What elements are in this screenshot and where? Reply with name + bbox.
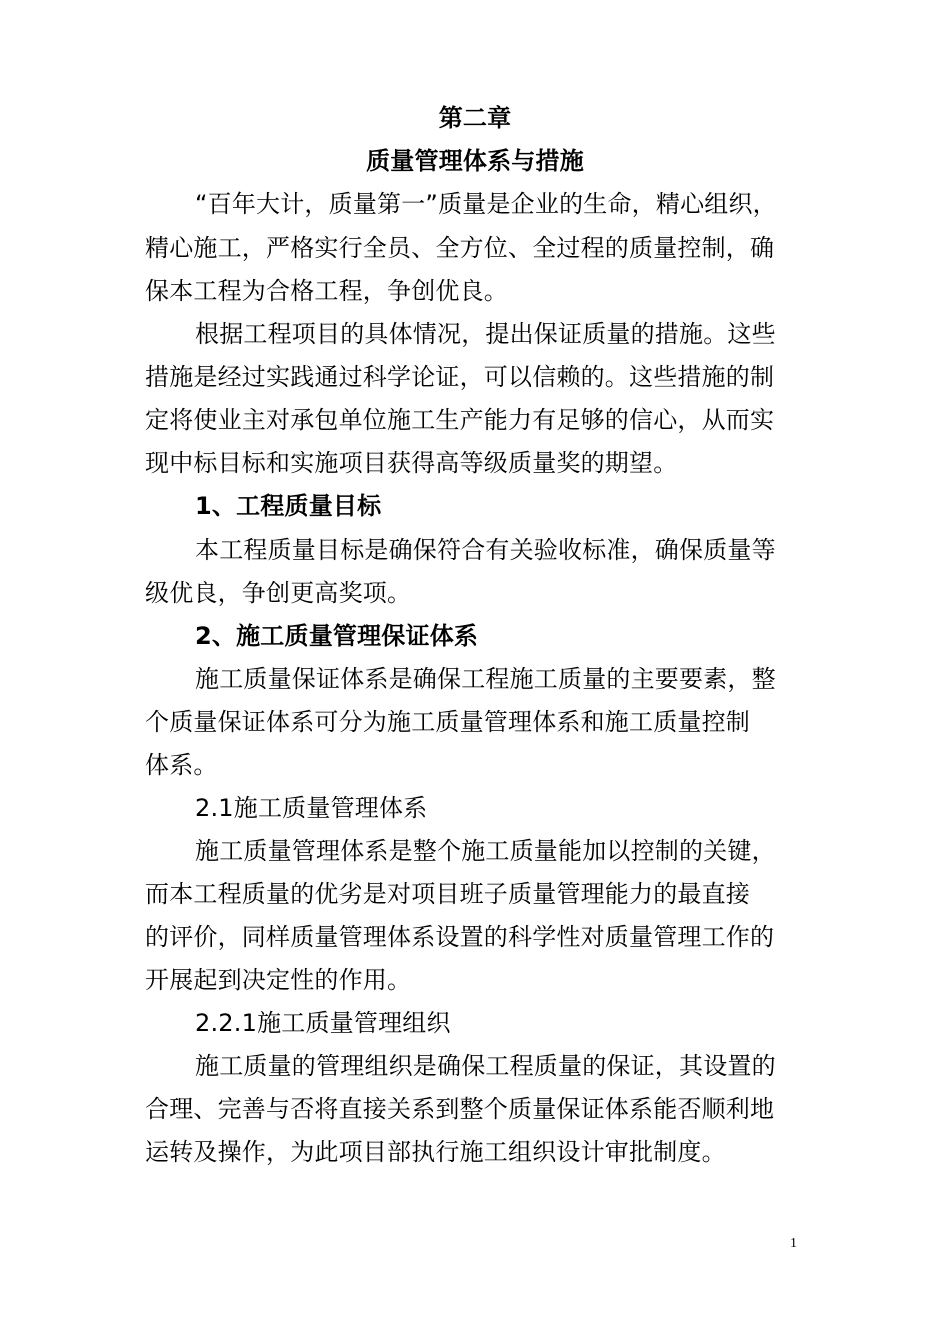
section2-1-line-2: 而本工程质量的优劣是对项目班子质量管理能力的最直接 [145,880,750,908]
section2-2-1-line-2: 合理、完善与否将直接关系到整个质量保证体系能否顺利地 [145,1095,775,1123]
section2-2-1-line-3: 运转及操作，为此项目部执行施工组织设计审批制度。 [145,1138,726,1166]
section2-2-1-line-1: 施工质量的管理组织是确保工程质量的保证，其设置的 [195,1052,776,1080]
section1-heading: 1、工程质量目标 [195,492,382,520]
para2-line-4: 现中标目标和实施项目获得高等级质量奖的期望。 [145,449,678,477]
chapter-heading: 第二章 [438,104,512,132]
para2-line-1: 根据工程项目的具体情况，提出保证质量的措施。这些 [195,320,776,348]
section1-line-1: 本工程质量目标是确保符合有关验收标准，确保质量等 [195,536,776,564]
intro-line-2: 精心施工，严格实行全员、全方位、全过程的质量控制，确 [145,234,775,262]
section2-1-heading: 2.1施工质量管理体系 [195,794,428,822]
para2-line-2: 措施是经过实践通过科学论证，可以信赖的。这些措施的制 [145,363,775,391]
para2-line-3: 定将使业主对承包单位施工生产能力有足够的信心，从而实 [145,406,775,434]
section2-2-1-heading: 2.2.1施工质量管理组织 [195,1009,451,1037]
intro-line-3: 保本工程为合格工程，争创优良。 [145,277,508,305]
document-title: 质量管理体系与措施 [366,147,584,175]
intro-line-1: “百年大计，质量第一”质量是企业的生命，精心组织， [195,190,777,218]
section2-1-line-4: 开展起到决定性的作用。 [145,966,412,994]
section2-line-3: 体系。 [145,751,218,779]
section1-line-2: 级优良，争创更高奖项。 [145,579,412,607]
section2-1-line-1: 施工质量管理体系是整个施工质量能加以控制的关键， [195,837,776,865]
section2-line-2: 个质量保证体系可分为施工质量管理体系和施工质量控制 [145,708,750,736]
section2-1-line-3: 的评价，同样质量管理体系设置的科学性对质量管理工作的 [145,923,775,951]
section2-heading: 2、施工质量管理保证体系 [195,622,479,650]
section2-line-1: 施工质量保证体系是确保工程施工质量的主要要素，整 [195,665,776,693]
page-number: 1 [790,1236,797,1251]
